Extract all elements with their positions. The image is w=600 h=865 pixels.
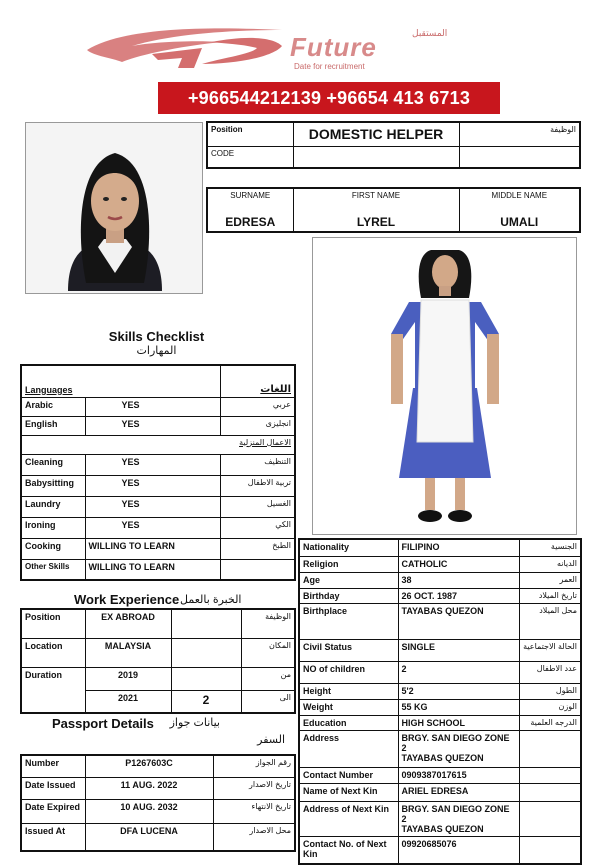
weight-label: Weight — [299, 699, 398, 715]
first-name-label: FIRST NAME — [293, 188, 459, 208]
portrait-photo — [25, 122, 203, 294]
household-label-ar: الاعمال المنزلية — [21, 435, 295, 454]
first-name-value: LYREL — [293, 208, 459, 232]
address-value — [398, 730, 519, 767]
lang-english-label: English — [21, 416, 85, 435]
skill-ironing-label-ar: الكي — [220, 517, 295, 538]
children-label-ar: عدد الاطفال — [519, 661, 581, 683]
weight-label-ar: الوزن — [519, 699, 581, 715]
surname-label: SURNAME — [207, 188, 293, 208]
skill-babysitting-label-ar: تربية الاطفال — [220, 475, 295, 496]
civil-status-value: SINGLE — [398, 639, 519, 661]
civil-status-label-ar: الحالة الاجتماعية — [519, 639, 581, 661]
skill-ironing-label: Ironing — [21, 517, 85, 538]
skill-other-label: Other Skills — [21, 559, 85, 580]
birthplace-label-ar: محل الميلاد — [519, 603, 581, 639]
position-label: Position — [207, 122, 293, 146]
skill-cooking-label-ar: الطبخ — [220, 538, 295, 559]
nationality-label: Nationality — [299, 539, 398, 556]
kin-contact-label-line1: Contact No. of Next — [303, 838, 387, 849]
civil-status-label: Civil Status — [299, 639, 398, 661]
lang-english-value: YES — [85, 416, 220, 435]
address-line2: TAYABAS QUEZON — [401, 752, 484, 763]
surname-value: EDRESA — [207, 208, 293, 232]
middle-name-value: UMALI — [459, 208, 580, 232]
work-location-value: MALAYSIA — [85, 638, 171, 667]
skill-cooking-value: WILLING TO LEARN — [85, 538, 220, 559]
passport-issued-label-ar: تاريخ الاصدار — [213, 777, 295, 799]
skills-table — [20, 364, 296, 581]
nationality-value: FILIPINO — [398, 539, 519, 556]
skill-cooking-label: Cooking — [21, 538, 85, 559]
passport-issuedat-label-ar: محل الاصدار — [213, 823, 295, 851]
birthday-label: Birthday — [299, 588, 398, 603]
skill-laundry-label: Laundry — [21, 496, 85, 517]
height-label-ar: الطول — [519, 683, 581, 699]
contact-number-value: 0909387017615 — [398, 767, 519, 783]
code-label: CODE — [207, 146, 293, 168]
religion-label: Religion — [299, 556, 398, 572]
middle-name-label: MIDDLE NAME — [459, 188, 580, 208]
skill-babysitting-value: YES — [85, 475, 220, 496]
work-title: Work Experience — [74, 592, 180, 607]
lang-arabic-value: YES — [85, 397, 220, 416]
work-to-ar: الى — [241, 690, 295, 713]
passport-number-label-ar: رقم الجواز — [213, 755, 295, 777]
work-position-value: EX ABROAD — [85, 609, 171, 638]
passport-issued-value: 11 AUG. 2022 — [85, 777, 213, 799]
religion-value: CATHOLIC — [398, 556, 519, 572]
passport-expired-label-ar: تاريخ الانتهاء — [213, 799, 295, 823]
kin-contact-value: 09920685076 — [398, 836, 519, 864]
address-line1: BRGY. SAN DIEGO ZONE 2 — [401, 732, 510, 753]
kin-contact-label — [299, 836, 398, 864]
address-label: Address — [299, 730, 398, 767]
code-ar — [459, 146, 580, 168]
birthplace-label: Birthplace — [299, 603, 398, 639]
height-label: Height — [299, 683, 398, 699]
passport-expired-label: Date Expired — [21, 799, 85, 823]
passport-title: Passport Details — [52, 716, 154, 731]
skill-other-label-ar — [220, 559, 295, 580]
personal-table — [298, 538, 582, 865]
passport-number-label: Number — [21, 755, 85, 777]
contact-number-label: Contact Number — [299, 767, 398, 783]
passport-issued-label: Date Issued — [21, 777, 85, 799]
languages-label: Languages — [21, 365, 85, 397]
work-position-label: Position — [21, 609, 85, 638]
languages-label-ar: اللغات — [220, 365, 295, 397]
skills-title: Skills Checklist — [108, 329, 205, 344]
children-label: NO of children — [299, 661, 398, 683]
passport-expired-value: 10 AUG. 2032 — [85, 799, 213, 823]
work-from-ar: من — [241, 667, 295, 690]
lang-arabic-label: Arabic — [21, 397, 85, 416]
skill-ironing-value: YES — [85, 517, 220, 538]
kin-address-value — [398, 801, 519, 836]
lang-arabic-label-ar: عربي — [220, 397, 295, 416]
logo-brand-text: Future — [290, 32, 377, 62]
name-table — [206, 187, 581, 233]
passport-issuedat-label: Issued At — [21, 823, 85, 851]
phone-banner: +966544212139 +96654 413 6713 — [158, 82, 500, 114]
skill-cleaning-value: YES — [85, 454, 220, 475]
education-label: Education — [299, 715, 398, 730]
kin-address-line2: TAYABAS QUEZON — [401, 823, 484, 834]
logo-arabic-text: المستقبل — [412, 28, 448, 38]
work-location-label: Location — [21, 638, 85, 667]
passport-issuedat-value: DFA LUCENA — [85, 823, 213, 851]
logo-tagline: Date for recruitment — [294, 62, 365, 71]
skill-laundry-label-ar: الغسيل — [220, 496, 295, 517]
work-from-value: 2019 — [85, 667, 171, 690]
position-value: DOMESTIC HELPER — [293, 122, 459, 146]
kin-name-value: ARIEL EDRESA — [398, 783, 519, 801]
company-logo — [82, 24, 472, 76]
lang-english-label-ar: انجليزى — [220, 416, 295, 435]
kin-contact-label-line2: Kin — [303, 848, 318, 859]
passport-table — [20, 754, 296, 852]
skill-other-value: WILLING TO LEARN — [85, 559, 220, 580]
education-label-ar: الدرجه العلمية — [519, 715, 581, 730]
birthday-value: 26 OCT. 1987 — [398, 588, 519, 603]
work-to-value: 2021 — [85, 690, 171, 713]
skill-cleaning-label-ar: التنظيف — [220, 454, 295, 475]
passport-number-value: P1267603C — [85, 755, 213, 777]
position-label-ar: الوظيفة — [459, 122, 580, 146]
skill-laundry-value: YES — [85, 496, 220, 517]
age-value: 38 — [398, 572, 519, 588]
passport-title-ar: بيانات جواز — [169, 717, 220, 729]
full-body-photo — [312, 237, 577, 535]
work-table — [20, 608, 296, 714]
position-table — [206, 121, 581, 169]
nationality-label-ar: الجنسية — [519, 539, 581, 556]
weight-value: 55 KG — [398, 699, 519, 715]
birthday-label-ar: تاريخ الميلاد — [519, 588, 581, 603]
work-location-ar: المكان — [241, 638, 295, 667]
skill-babysitting-label: Babysitting — [21, 475, 85, 496]
religion-label-ar: الديانه — [519, 556, 581, 572]
kin-address-line1: BRGY. SAN DIEGO ZONE 2 — [401, 803, 510, 824]
kin-address-label: Address of Next Kin — [299, 801, 398, 836]
height-value: 5'2 — [398, 683, 519, 699]
skill-cleaning-label: Cleaning — [21, 454, 85, 475]
passport-title-ar2: السفر — [257, 734, 285, 746]
work-title-ar: الخبرة بالعمل — [180, 594, 242, 606]
age-label-ar: العمر — [519, 572, 581, 588]
work-position-ar: الوظيفة — [241, 609, 295, 638]
children-value: 2 — [398, 661, 519, 683]
age-label: Age — [299, 572, 398, 588]
code-value — [293, 146, 459, 168]
skills-title-ar: المهارات — [136, 345, 177, 357]
work-years-value: 2 — [171, 690, 241, 713]
education-value: HIGH SCHOOL — [398, 715, 519, 730]
work-duration-label: Duration — [21, 667, 85, 713]
kin-name-label: Name of Next Kin — [299, 783, 398, 801]
birthplace-value: TAYABAS QUEZON — [398, 603, 519, 639]
